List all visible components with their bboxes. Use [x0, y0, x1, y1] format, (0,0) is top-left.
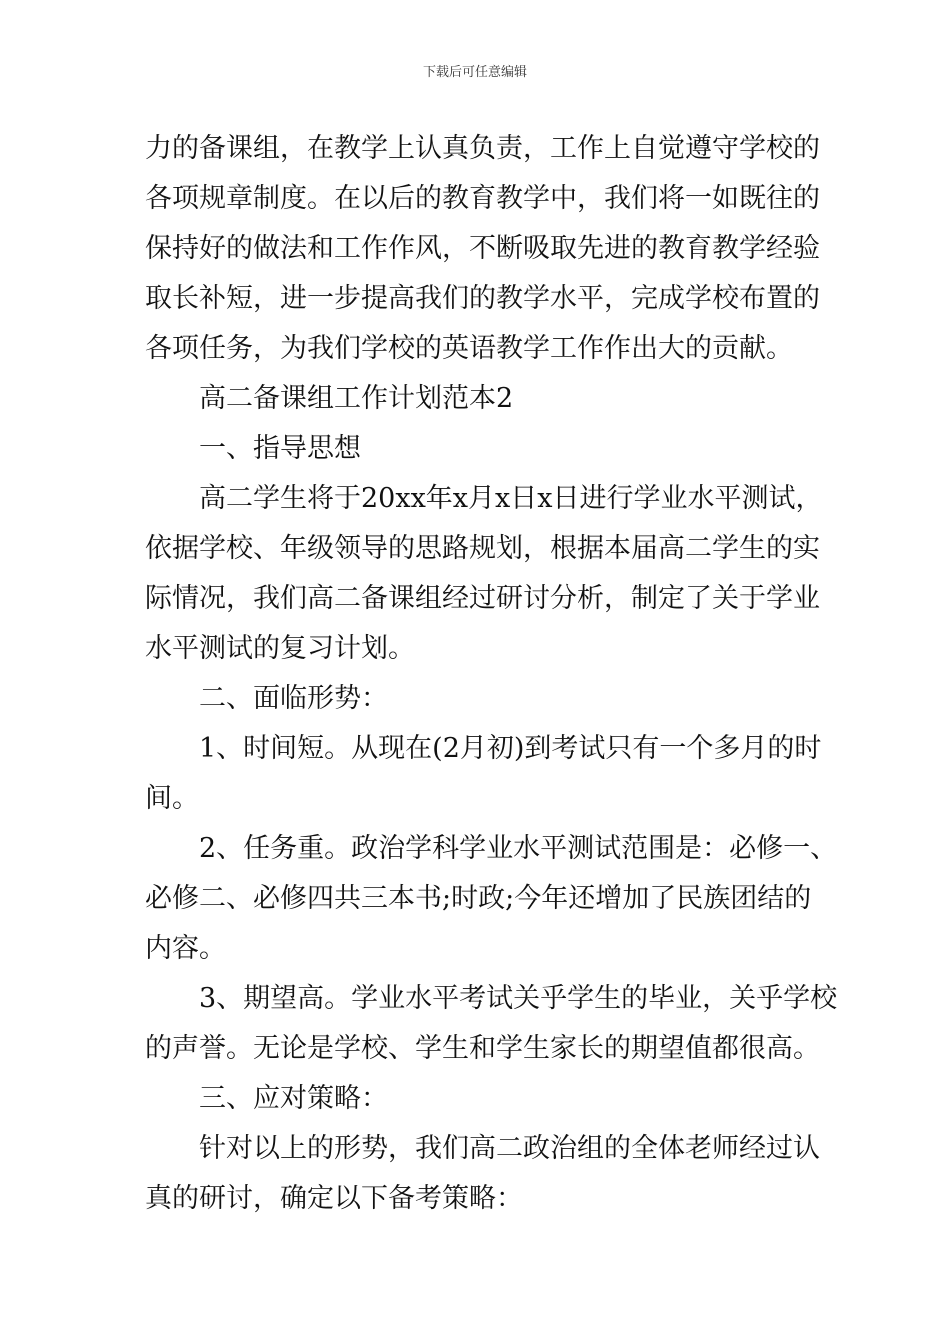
- text-line: 的声誉。无论是学校、学生和学生家长的期望值都很高。: [145, 1033, 820, 1064]
- text-line: 高二学生将于20xx年x月x日x日进行学业水平测试，: [199, 483, 823, 514]
- text-line: 依据学校、年级领导的思路规划，根据本届高二学生的实: [145, 533, 820, 564]
- section-heading: 一、指导思想: [199, 433, 361, 464]
- text-line: 间。: [145, 783, 199, 814]
- text-line: 保持好的做法和工作作风，不断吸取先进的教育教学经验: [145, 233, 820, 264]
- text-line: 真的研讨，确定以下备考策略：: [145, 1183, 523, 1214]
- page-header-note: 下载后可任意编辑: [422, 65, 527, 80]
- text-line: 针对以上的形势，我们高二政治组的全体老师经过认: [199, 1133, 820, 1164]
- text-line: 内容。: [145, 933, 226, 964]
- text-line: 各项规章制度。在以后的教育教学中，我们将一如既往的: [145, 183, 820, 214]
- text-line: 各项任务，为我们学校的英语教学工作作出大的贡献。: [145, 333, 793, 364]
- section-heading: 二、面临形势：: [199, 683, 388, 714]
- text-line: 2、任务重。政治学科学业水平测试范围是：必修一、: [199, 833, 838, 864]
- text-line: 际情况，我们高二备课组经过研讨分析，制定了关于学业: [145, 583, 820, 614]
- section-heading: 三、应对策略：: [199, 1083, 388, 1114]
- text-line: 取长补短，进一步提高我们的教学水平，完成学校布置的: [145, 283, 820, 314]
- text-line: 水平测试的复习计划。: [145, 633, 415, 664]
- section-title: 高二备课组工作计划范本2: [199, 383, 514, 414]
- text-line: 1、时间短。从现在(2月初)到考试只有一个多月的时: [199, 733, 822, 764]
- text-line: 力的备课组，在教学上认真负责，工作上自觉遵守学校的: [145, 133, 820, 164]
- text-line: 必修二、必修四共三本书;时政;今年还增加了民族团结的: [145, 883, 812, 914]
- document-body: [145, 124, 838, 1224]
- text-line: 3、期望高。学业水平考试关乎学生的毕业，关乎学校: [199, 983, 838, 1014]
